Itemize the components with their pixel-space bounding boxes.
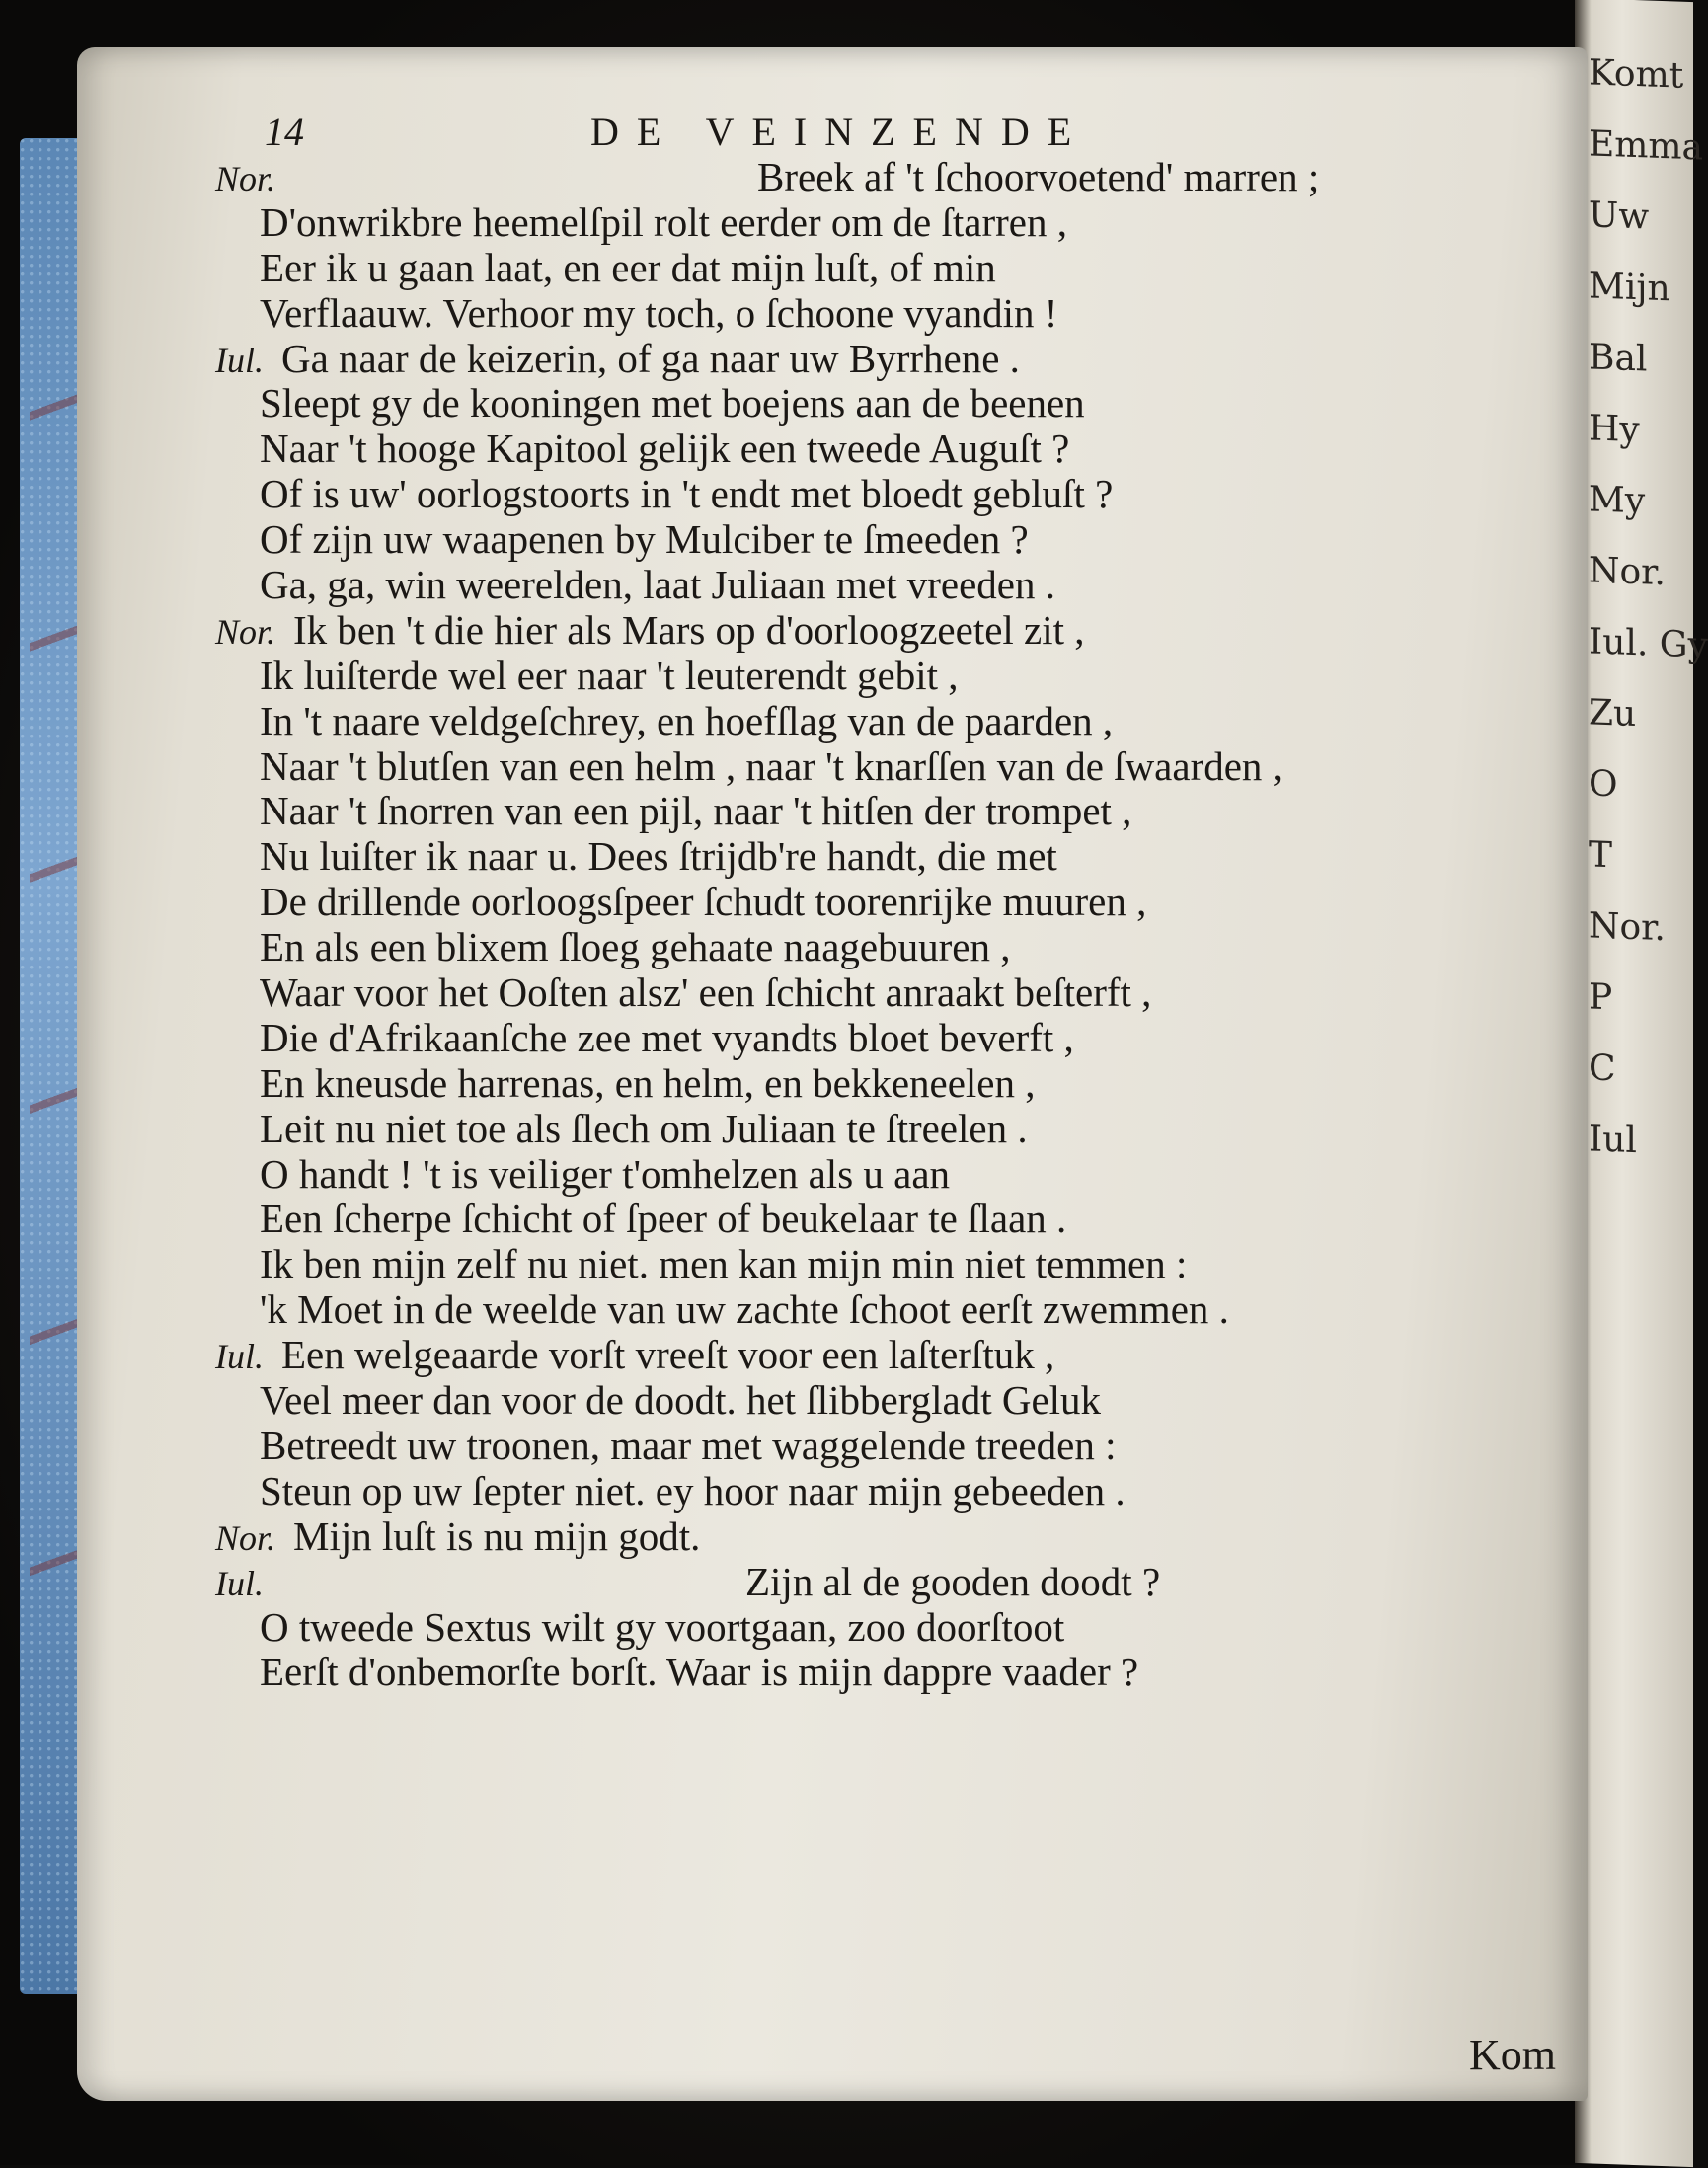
verse-text: Betreedt uw troonen, maar met waggelende treeden :: [260, 1422, 1117, 1468]
verse-text: O handt ! 't is veiliger t'omhelzen als u aan: [260, 1150, 951, 1197]
verse-line: [215, 1559, 1538, 1604]
verse-line: [215, 1513, 1538, 1559]
verse-line: [215, 1015, 1538, 1060]
verse-line: [215, 743, 1538, 789]
speaker-label: Nor.: [215, 159, 276, 198]
catchword: Kom: [1469, 2031, 1556, 2079]
verse-text: Naar 't hooge Kapitool gelijk een tweede Auguſt ?: [260, 426, 1070, 472]
verse-line: [215, 1423, 1538, 1468]
verse-line: [215, 1286, 1538, 1332]
verse-text: Ik ben 't die hier als Mars op d'oorloogzeetel zit ,: [293, 606, 1085, 653]
speaker-label: Nor.: [215, 1517, 276, 1558]
speaker-label: Iul.: [215, 1337, 264, 1377]
verse-body: [215, 154, 1538, 1694]
facing-fragment: Zu: [1589, 692, 1637, 736]
verse-text: 'k Moet in de weelde van uw zachte ſchoot eerſt zwemmen .: [260, 1286, 1229, 1333]
verse-line: [215, 879, 1538, 924]
verse-text: Nu luiſter ik naar u. Dees ſtrijdb're handt, die met: [260, 833, 1057, 880]
verse-text: Die d'Afrikaanſche zee met vyandts bloet beverft ,: [260, 1014, 1074, 1060]
verse-text: Eerſt d'onbemorſte borſt. Waar is mijn dappre vaader ?: [260, 1649, 1139, 1695]
facing-fragment: My: [1589, 479, 1646, 522]
verse-line: [215, 1649, 1538, 1694]
verse-text: Een welgeaarde vorſt vreeſt voor een laſterſtuk ,: [281, 1332, 1055, 1378]
facing-page-fragments: [1589, 38, 1708, 1178]
verse-line: [215, 788, 1538, 833]
speaker-label: Iul.: [215, 340, 264, 380]
speaker-label: Nor.: [215, 611, 276, 652]
verse-text: In 't naare veldgeſchrey, en hoefſlag van de paarden ,: [260, 697, 1114, 743]
facing-fragment: O: [1589, 763, 1618, 806]
verse-line: [215, 1377, 1538, 1423]
verse-line: [215, 1151, 1538, 1197]
verse-text: Mijn luſt is nu mijn godt.: [293, 1512, 701, 1559]
verse-text: De drillende oorloogsſpeer ſchudt toorenrijke muuren ,: [260, 879, 1147, 925]
verse-line: [215, 924, 1538, 969]
verse-text: Sleept gy de kooningen met boejens aan de beenen: [260, 380, 1085, 426]
verse-text: En als een blixem ſloeg gehaate naagebuuren ,: [260, 924, 1011, 970]
facing-fragment: P: [1589, 976, 1613, 1019]
page-number: 14: [265, 110, 304, 154]
verse-text: Een ſcherpe ſchicht of ſpeer of beukelaar te ſlaan .: [260, 1196, 1067, 1242]
verse-line: [215, 607, 1538, 653]
facing-fragment: Bal: [1589, 337, 1648, 380]
verse-text: Ga, ga, win weerelden, laat Juliaan met vreeden .: [260, 562, 1055, 608]
verse-line: [215, 969, 1538, 1015]
verse-line: [215, 380, 1538, 426]
verse-text: Eer ik u gaan laat, en eer dat mijn luſt, of min: [260, 244, 996, 290]
facing-fragment: Uw: [1589, 194, 1650, 238]
verse-text: Naar 't blutſen van een helm , naar 't knarſſen van de ſwaarden ,: [260, 742, 1282, 789]
verse-text: En kneusde harrenas, en helm, en bekkeneelen ,: [260, 1059, 1036, 1106]
verse-line: [215, 562, 1538, 607]
verse-line: [215, 1604, 1538, 1650]
verse-text: Ik ben mijn zelf nu niet. men kan mijn min niet temmen :: [260, 1241, 1188, 1287]
verse-text: Naar 't ſnorren van een pijl, naar 't hitſen der trompet ,: [260, 788, 1132, 834]
verse-text: Leit nu niet toe als ſlech om Juliaan te ſtreelen .: [260, 1105, 1028, 1151]
verse-line: [215, 336, 1538, 381]
verse-text: O tweede Sextus wilt gy voortgaan, zoo doorſtoot: [260, 1603, 1065, 1650]
verse-text: Breek af 't ſchoorvoetend' marren ;: [757, 154, 1320, 199]
verse-line: [215, 653, 1538, 698]
verse-line: [215, 154, 1538, 199]
book-page: [77, 47, 1588, 2101]
facing-fragment: Nor.: [1589, 905, 1666, 950]
verse-text: Of zijn uw waapenen by Mulciber te ſmeeden ?: [260, 516, 1029, 563]
verse-line: [215, 516, 1538, 562]
verse-line: [215, 1468, 1538, 1513]
verse-text: Steun op uw ſepter niet. ey hoor naar mijn gebeeden .: [260, 1467, 1126, 1513]
verse-line: [215, 1241, 1538, 1286]
facing-fragment: Mijn: [1589, 266, 1670, 310]
verse-text: Veel meer dan voor de doodt. het ſlibbergladt Geluk: [260, 1377, 1102, 1424]
facing-fragment: T: [1589, 834, 1613, 877]
verse-text: Verflaauw. Verhoor my toch, o ſchoone vyandin !: [260, 289, 1058, 336]
facing-page-edge: [1575, 0, 1708, 2167]
verse-text: D'onwrikbre heemelſpil rolt eerder om de ſtarren ,: [260, 198, 1067, 245]
facing-fragment: C: [1589, 1047, 1616, 1090]
verse-line: [215, 1106, 1538, 1151]
facing-fragment: Emma: [1589, 123, 1704, 169]
verse-line: [215, 426, 1538, 471]
verse-line: [215, 199, 1538, 245]
verse-text: Ga naar de keizerin, of ga naar uw Byrrhene .: [281, 335, 1020, 381]
facing-fragment: Iul. Gy: [1589, 621, 1708, 666]
verse-text: Of is uw' oorlogstoorts in 't endt met bloedt gebluſt ?: [260, 471, 1114, 517]
facing-fragment: Nor.: [1589, 550, 1666, 594]
verse-line: [215, 698, 1538, 743]
verse-text: Zijn al de gooden doodt ?: [745, 1558, 1161, 1604]
verse-line: [215, 1060, 1538, 1106]
speaker-label: Iul.: [215, 1563, 264, 1603]
facing-fragment: Hy: [1589, 408, 1640, 451]
verse-text: Ik luiſterde wel eer naar 't leuterendt gebit ,: [260, 652, 959, 698]
verse-line: [215, 1196, 1538, 1241]
verse-text: Waar voor het Ooſten alsz' een ſchicht anraakt beſterft ,: [260, 969, 1152, 1016]
facing-fragment: Komt: [1589, 52, 1684, 97]
facing-fragment: Iul: [1589, 1119, 1637, 1162]
verse-line: [215, 290, 1538, 336]
verse-line: [215, 245, 1538, 290]
running-title: DE VEINZENDE: [590, 110, 1090, 154]
verse-line: [215, 1332, 1538, 1377]
verse-line: [215, 471, 1538, 516]
verse-line: [215, 833, 1538, 879]
